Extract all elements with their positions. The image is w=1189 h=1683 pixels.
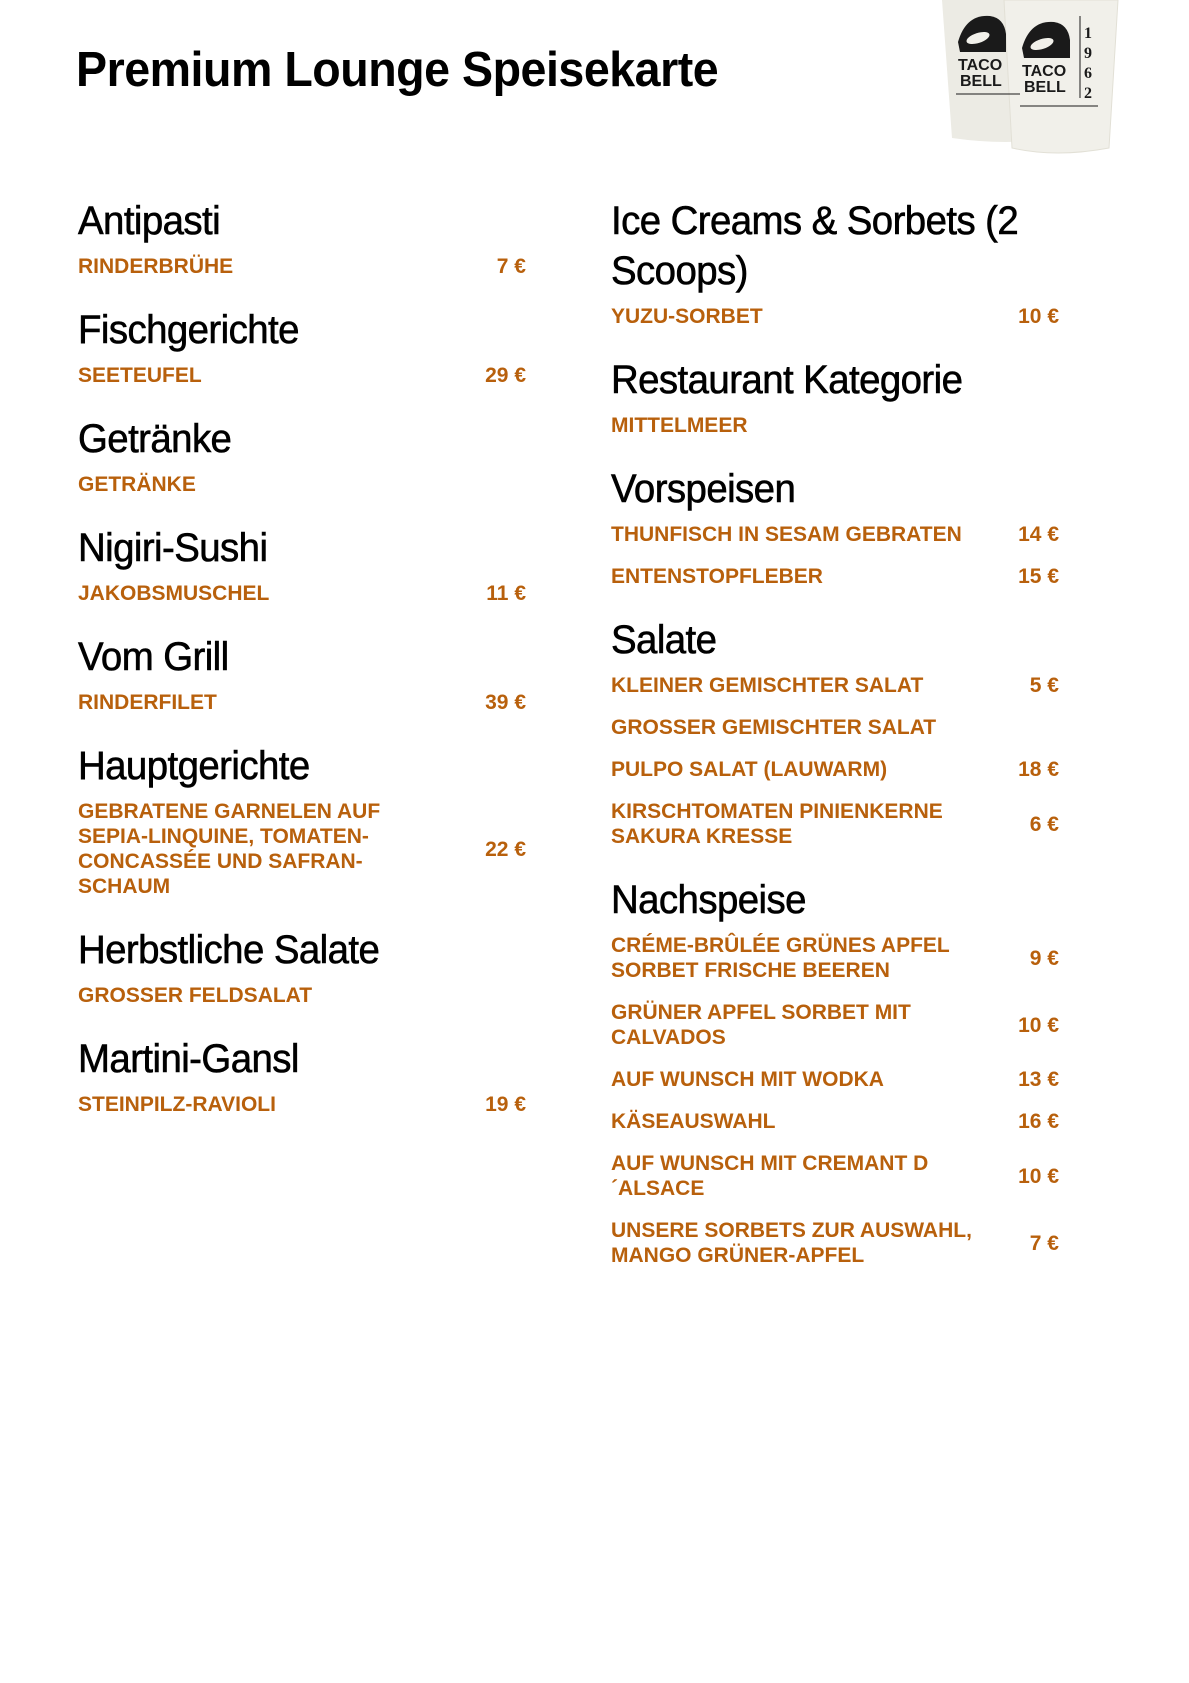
page-title: Premium Lounge Speisekarte <box>76 43 719 97</box>
item-price: 6 € <box>1029 812 1059 836</box>
item-price: 10 € <box>1018 1164 1059 1188</box>
item-price: 10 € <box>1018 1013 1059 1037</box>
section-heading: Herbstliche Salate <box>78 928 380 972</box>
section-heading: Nachspeise <box>611 878 806 922</box>
menu-item <box>78 1092 526 1117</box>
menu-item <box>611 1067 1059 1092</box>
menu-item <box>78 983 526 1008</box>
item-name: GRÜNER APFEL SORBET MIT CALVADOS <box>611 1001 911 1049</box>
section-heading: Salate <box>611 618 717 662</box>
item-name: GETRÄNKE <box>78 473 196 496</box>
menu-item <box>611 673 1059 698</box>
menu-item <box>611 1000 1059 1050</box>
item-name: THUNFISCH IN SESAM GEBRATEN <box>611 523 962 546</box>
svg-text:6: 6 <box>1084 65 1092 82</box>
section-heading: Restaurant Kategorie <box>611 358 963 402</box>
svg-text:1: 1 <box>1084 25 1092 42</box>
item-price: 15 € <box>1018 565 1059 588</box>
menu-item <box>78 363 526 388</box>
menu-item <box>611 799 1059 849</box>
menu-item <box>78 254 526 279</box>
menu-section-fischgerichte <box>78 305 526 388</box>
svg-text:BELL: BELL <box>960 73 1002 90</box>
menu-item <box>611 413 1059 438</box>
menu-item <box>78 690 526 715</box>
item-name: MITTELMEER <box>611 414 748 437</box>
menu-item <box>611 522 1059 547</box>
section-heading: Hauptgerichte <box>78 744 310 788</box>
section-heading: Getränke <box>78 417 232 461</box>
menu-column-right <box>611 196 1059 1294</box>
menu-section-nigiri-sushi <box>78 523 526 606</box>
svg-text:TACO: TACO <box>1022 63 1067 80</box>
item-name: KLEINER GEMISCHTER SALAT <box>611 674 924 697</box>
menu-section-vorspeisen <box>611 464 1059 589</box>
svg-text:TACO: TACO <box>958 57 1003 74</box>
menu-section-hauptgerichte <box>78 741 526 899</box>
item-name: CRÉME-BRÛLÉE GRÜNES APFEL SORBET FRISCHE BEEREN <box>611 934 950 982</box>
item-name: JAKOBSMUSCHEL <box>78 582 270 605</box>
item-name: PULPO SALAT (LAUWARM) <box>611 758 888 781</box>
item-price: 7 € <box>496 255 526 278</box>
item-name: UNSERE SORBETS ZUR AUSWAHL, MANGO GRÜNER-APFEL <box>611 1219 972 1267</box>
menu-item <box>78 472 526 497</box>
item-name: KÄSEAUSWAHL <box>611 1110 776 1133</box>
item-price: 13 € <box>1018 1068 1059 1091</box>
menu-item <box>611 715 1059 740</box>
menu-item <box>78 581 526 606</box>
item-name: AUF WUNSCH MIT CREMANT D ´ALSACE <box>611 1152 929 1200</box>
menu-section-getraenke <box>78 414 526 497</box>
item-name: KIRSCHTOMATEN PINIENKERNE SAKURA KRESSE <box>611 800 943 848</box>
svg-text:BELL: BELL <box>1024 79 1066 96</box>
menu-section-ice-creams-sorbets <box>611 196 1059 329</box>
item-price: 39 € <box>485 691 526 714</box>
item-price: 14 € <box>1018 523 1059 546</box>
menu-item <box>611 757 1059 782</box>
item-name: GROSSER GEMISCHTER SALAT <box>611 716 937 739</box>
menu-item <box>611 1151 1059 1201</box>
item-price: 22 € <box>485 837 526 861</box>
item-price: 5 € <box>1029 674 1059 697</box>
menu-item <box>78 799 526 899</box>
section-heading: Ice Creams & Sorbets (2 Scoops) <box>611 199 1019 293</box>
menu-section-martini-gansl <box>78 1034 526 1117</box>
section-heading: Nigiri-Sushi <box>78 526 268 570</box>
svg-text:9: 9 <box>1084 45 1092 62</box>
section-heading: Vom Grill <box>78 635 229 679</box>
item-price: 29 € <box>485 364 526 387</box>
item-price: 11 € <box>486 582 526 605</box>
menu-section-nachspeise <box>611 875 1059 1268</box>
menu-section-vom-grill <box>78 632 526 715</box>
item-name: ENTENSTOPFLEBER <box>611 565 823 588</box>
item-price: 19 € <box>485 1093 526 1116</box>
menu-section-salate <box>611 615 1059 849</box>
menu-item <box>611 1109 1059 1134</box>
section-heading: Vorspeisen <box>611 467 796 511</box>
menu-section-herbstliche-salate <box>78 925 526 1008</box>
menu-section-antipasti <box>78 196 526 279</box>
item-name: AUF WUNSCH MIT WODKA <box>611 1068 884 1091</box>
item-name: STEINPILZ-RAVIOLI <box>78 1093 276 1116</box>
taco-bell-cups-image <box>958 0 1189 160</box>
svg-text:2: 2 <box>1084 85 1092 102</box>
item-price: 9 € <box>1029 946 1059 970</box>
item-name: YUZU-SORBET <box>611 305 763 328</box>
menu-column-left <box>78 196 526 1143</box>
item-name: GEBRATENE GARNELEN AUF SEPIA-LINQUINE, TOMATEN-CONCASSÉE UND SAFRAN-SCHAUM <box>78 800 381 898</box>
item-name: GROSSER FELDSALAT <box>78 984 313 1007</box>
section-heading: Martini-Gansl <box>78 1037 299 1081</box>
section-heading: Fischgerichte <box>78 308 299 352</box>
item-price: 16 € <box>1018 1110 1059 1133</box>
menu-item <box>611 933 1059 983</box>
menu-item <box>611 1218 1059 1268</box>
item-name: RINDERBRÜHE <box>78 255 234 278</box>
item-price: 10 € <box>1018 305 1059 328</box>
item-price: 7 € <box>1029 1231 1059 1255</box>
item-price: 18 € <box>1018 758 1059 781</box>
menu-item <box>611 564 1059 589</box>
item-name: SEETEUFEL <box>78 364 202 387</box>
section-heading: Antipasti <box>78 199 221 243</box>
menu-item <box>611 304 1059 329</box>
menu-section-restaurant-kategorie <box>611 355 1059 438</box>
item-name: RINDERFILET <box>78 691 217 714</box>
